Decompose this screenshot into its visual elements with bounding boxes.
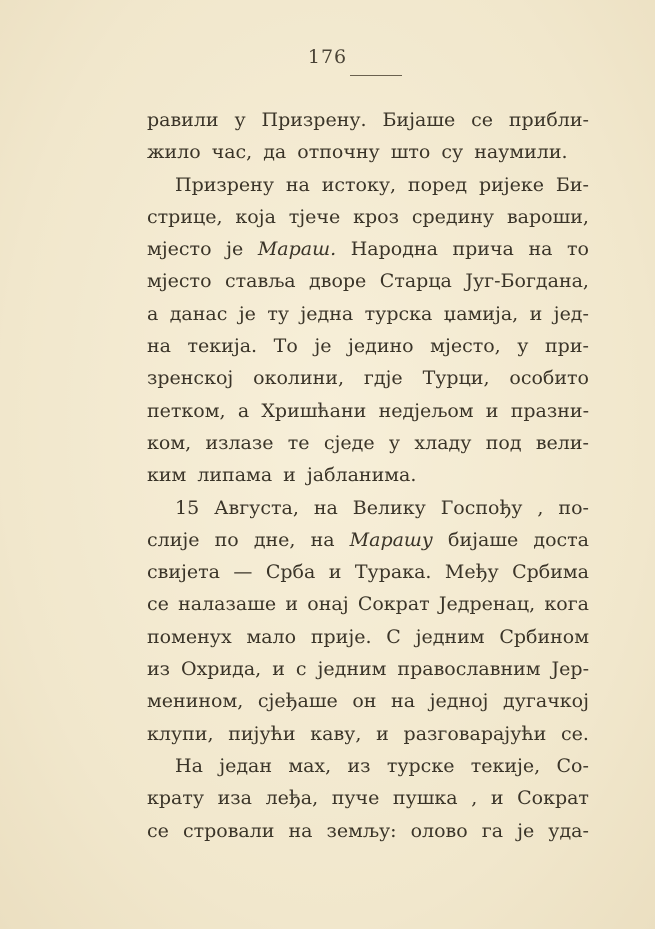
text-line — [147, 233, 589, 265]
word: на — [528, 238, 553, 261]
word: Сократ — [357, 593, 430, 616]
word: и — [285, 593, 299, 616]
word: те — [287, 431, 310, 454]
word: С — [386, 625, 401, 648]
word: која — [235, 205, 276, 228]
text-line — [147, 265, 589, 297]
word: га — [481, 819, 504, 842]
word: Августа, — [214, 496, 299, 519]
word: јед- — [553, 302, 589, 325]
word: једино — [348, 335, 414, 358]
word: се — [471, 109, 493, 131]
word: стрице, — [147, 205, 223, 228]
word: свијета — [147, 561, 220, 584]
word: Бијаше — [382, 109, 456, 131]
word: дне, — [253, 528, 296, 551]
text-line — [147, 169, 589, 201]
word: на — [285, 173, 310, 196]
word: из — [147, 658, 171, 681]
text-line — [147, 685, 589, 717]
word: јабланима. — [306, 464, 417, 487]
word: и — [529, 302, 543, 325]
word: То — [273, 335, 298, 358]
word: и — [272, 658, 285, 681]
word: истоку, — [321, 173, 397, 196]
word: вели- — [535, 431, 589, 454]
word: поменух — [147, 625, 232, 648]
word: хладу — [414, 431, 472, 454]
word: доста — [533, 528, 589, 551]
word: Срба — [265, 561, 316, 584]
word: ставља — [225, 270, 296, 293]
word: једним — [415, 625, 485, 648]
word: Госпођу — [440, 496, 523, 519]
text-line — [147, 653, 589, 685]
word: ту — [267, 302, 290, 325]
word: је — [238, 302, 256, 325]
word: Охрида, — [181, 658, 262, 681]
word: онај — [307, 593, 349, 616]
word: пијући — [228, 722, 296, 745]
word: из — [347, 754, 371, 777]
word: то — [567, 238, 589, 261]
word: се — [147, 819, 169, 842]
word: налазаше — [178, 593, 277, 616]
word: Турака. — [354, 561, 432, 584]
word: по- — [558, 496, 589, 519]
text-line — [147, 362, 589, 394]
word: што — [390, 141, 431, 164]
word: а — [147, 302, 159, 325]
word: у — [517, 335, 529, 358]
word: на — [288, 819, 313, 842]
word: је — [226, 238, 244, 261]
text-line — [147, 459, 589, 491]
word: — — [233, 561, 253, 584]
word: равили — [147, 109, 219, 131]
word: Старца — [379, 270, 452, 293]
word: средину — [411, 205, 495, 228]
word: липама — [197, 464, 273, 487]
word: , — [471, 787, 478, 810]
word: Призрену — [175, 173, 275, 196]
word: олово — [410, 819, 468, 842]
word: при- — [545, 335, 589, 358]
word: слије — [147, 528, 200, 551]
word: мах, — [288, 754, 332, 777]
text-line — [147, 298, 589, 330]
word: и — [283, 464, 296, 487]
word: на — [310, 528, 335, 551]
word: турска — [364, 302, 433, 325]
word: земљу: — [326, 819, 397, 842]
word: поред — [407, 173, 468, 196]
word: прича — [452, 238, 514, 261]
word: зренској — [147, 367, 234, 390]
word: Хришћани — [261, 399, 367, 422]
word: он — [352, 690, 377, 713]
word: Србином — [499, 625, 589, 648]
word: Призрену. — [261, 109, 367, 131]
word: данас — [169, 302, 228, 325]
word: џамија, — [443, 302, 519, 325]
word: кога — [544, 593, 589, 616]
word: текије, — [470, 754, 541, 777]
text-line — [147, 427, 589, 459]
word: православним — [397, 658, 541, 681]
text-line — [147, 718, 589, 750]
word: једним — [317, 658, 387, 681]
word: прије. — [310, 625, 372, 648]
word: жило — [147, 141, 201, 164]
word: на — [391, 690, 416, 713]
word: и — [490, 787, 504, 810]
text-line — [147, 556, 589, 588]
word: мјесто — [147, 270, 212, 293]
word: вароши, — [506, 205, 589, 228]
word: Југ-Богдана, — [465, 270, 589, 293]
word: празни- — [510, 399, 589, 422]
word: излазе — [205, 431, 274, 454]
word: једној — [429, 690, 489, 713]
word: стровали — [182, 819, 275, 842]
word: једна — [300, 302, 354, 325]
text-line — [147, 492, 589, 524]
word: Турци, — [422, 367, 490, 390]
word: недјељом — [378, 399, 474, 422]
word: сједе — [323, 431, 375, 454]
word: је — [517, 819, 535, 842]
word: леђа, — [265, 787, 319, 810]
word: мјесто — [147, 238, 212, 261]
word: час, — [211, 141, 253, 164]
word: Со- — [556, 754, 589, 777]
word: Јер- — [551, 658, 589, 681]
word: каву, — [310, 722, 362, 745]
word: Србима — [512, 561, 589, 584]
word: Би- — [555, 173, 589, 196]
word: ком, — [147, 431, 192, 454]
word: Међу — [444, 561, 499, 584]
word: кроз — [353, 205, 399, 228]
word: На — [175, 754, 203, 777]
text-line — [147, 588, 589, 620]
word: а — [237, 399, 250, 422]
word: 15 — [175, 496, 200, 519]
word: је — [314, 335, 332, 358]
word: особито — [509, 367, 589, 390]
word: уда- — [548, 819, 589, 842]
word: бијаше — [448, 528, 519, 551]
text-line — [147, 104, 589, 136]
word: један — [219, 754, 273, 777]
word: отпочну — [297, 141, 380, 164]
word: разговарајући — [403, 722, 547, 745]
word: Народна — [350, 238, 438, 261]
word: иза — [217, 787, 252, 810]
word: дугачкој — [503, 690, 589, 713]
word: и — [376, 722, 389, 745]
word: пушка — [392, 787, 458, 810]
word: Сократ — [517, 787, 589, 810]
word: и — [485, 399, 499, 422]
word: , — [537, 496, 544, 519]
text-line — [147, 201, 589, 233]
word: на — [313, 496, 338, 519]
text-line — [147, 621, 589, 653]
page-number: 176 — [307, 46, 348, 68]
text-line — [147, 330, 589, 362]
word: ријеке — [478, 173, 545, 196]
word: на — [147, 335, 171, 358]
word: мало — [246, 625, 297, 648]
word: сјеђаше — [257, 690, 338, 713]
word: клупи, — [147, 722, 214, 745]
word: текија. — [187, 335, 258, 358]
word: дворе — [309, 270, 367, 293]
word: у — [388, 431, 401, 454]
word: ким — [147, 464, 187, 487]
word: се — [147, 593, 169, 616]
word: у — [234, 109, 246, 131]
word: петком, — [147, 399, 226, 422]
word: Мараш. — [257, 238, 337, 261]
text-line — [147, 136, 589, 168]
word: наумили. — [474, 141, 568, 164]
word: прибли- — [508, 109, 589, 131]
word: су — [441, 141, 464, 164]
word: тјече — [288, 205, 341, 228]
text-line — [147, 524, 589, 556]
word: под — [485, 431, 522, 454]
text-line — [147, 395, 589, 427]
word: се. — [561, 722, 589, 745]
word: с — [295, 658, 307, 681]
word: менином, — [147, 690, 244, 713]
body-text — [147, 104, 589, 847]
word: гдје — [363, 367, 403, 390]
text-line — [147, 750, 589, 782]
word: Једренац, — [438, 593, 536, 616]
word: пуче — [331, 787, 380, 810]
word: околини, — [253, 367, 345, 390]
word: Велику — [352, 496, 426, 519]
word: Марашу — [349, 528, 433, 551]
word: по — [214, 528, 239, 551]
page-number-rule — [350, 75, 402, 76]
word: да — [263, 141, 287, 164]
word: турске — [386, 754, 455, 777]
word: крату — [147, 787, 205, 810]
word: мјесто, — [430, 335, 501, 358]
word: и — [328, 561, 342, 584]
text-line — [147, 782, 589, 814]
text-line — [147, 815, 589, 847]
